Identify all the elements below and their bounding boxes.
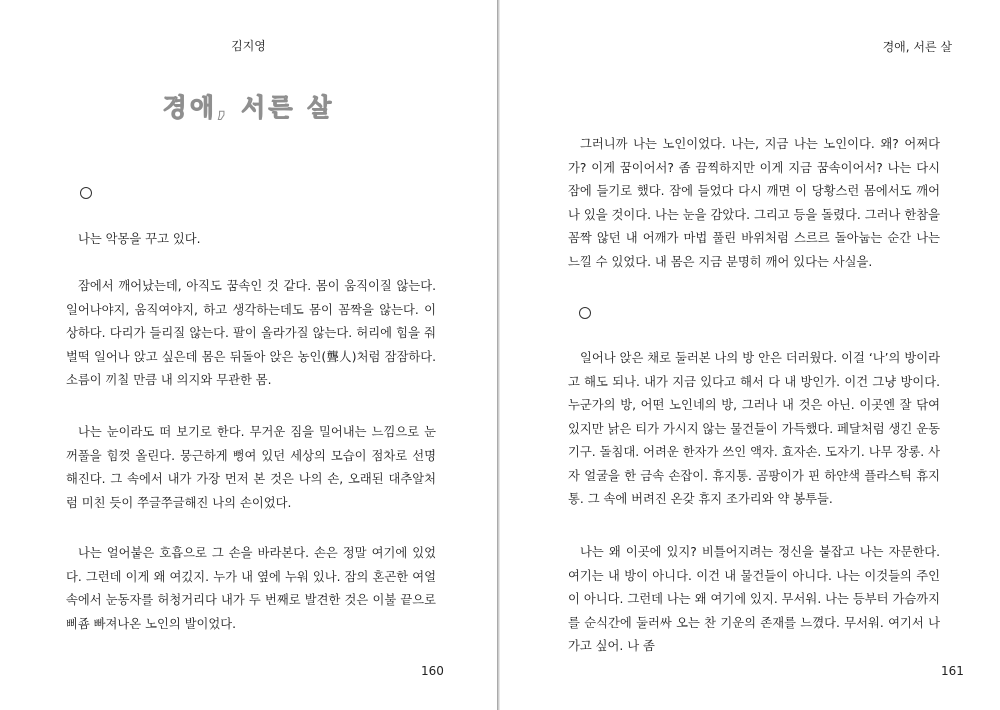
paragraph: 그러니까 나는 노인이었다. 나는, 지금 나는 노인이다. 왜? 어쩌다가? 이게 꿈이어서? 좀 끔찍하지만 이게 지금 꿈속이어서? 나는 다시 잠에 들기로 했다. 잠에 들었다 다시 깨면 이 당황스런 몸에서도 깨어나 있을 것이다. 나는 눈을 감았다. 그리고 등을 돌렸다. 그러나 한참을 꼼짝 않던 내 어깨가 마법 풀린 바위처럼 스르르 돌아눕는 순간 나는 느낄 수 있었다. 내 몸은 지금 분명히 깨어 있다는 사실을. [568, 137, 940, 269]
page-number: 160 [421, 664, 444, 678]
paragraph: 잠에서 깨어났는데, 아직도 꿈속인 것 같다. 몸이 움직이질 않는다. 일어나야지, 움직여야지, 하고 생각하는데도 몸이 꼼짝을 않는다. 이상하다. 다리가 들리질 않는다. 팔이 올라가질 않는다. 허리에 힘을 줘 벌떡 일어나 앉고 싶은데 몸은 뒤돌아 앉은 농인(聾人)처럼 잠잠하다. 소름이 끼칠 만큼 내 의지와 무관한 몸. [66, 279, 436, 387]
paragraph: 나는 눈이라도 떠 보기로 한다. 무거운 짐을 밀어내는 느낌으로 눈꺼풀을 힘껏 올린다. 뭉근하게 뻥여 있던 세상의 모습이 점차로 선명해진다. 그 속에서 내가 가장 먼저 본 것은 나의 손, 오래된 대추알처럼 미친 듯이 쭈글쭈글해진 나의 손이었다. [66, 425, 436, 510]
paragraph: 나는 왜 이곳에 있지? 비틀어지려는 정신을 붙잡고 나는 자문한다. 여기는 내 방이 아니다. 이건 내 물건들이 아니다. 나는 이것들의 주인이 아니다. 그런데 나는 왜 여기에 있지. 무서워. 나는 등부터 가슴까지를 순식간에 둘러싸 오는 찬 기운의 존재를 느꼈다. 무서워. 여기서 나가고 싶어. 나 좀 [568, 545, 940, 653]
paragraph: 나는 악몽을 꾸고 있다. [78, 232, 201, 246]
section-break-circle-icon [579, 307, 591, 319]
page-number: 161 [941, 664, 964, 678]
paragraph: 나는 얼어붙은 호흡으로 그 손을 바라본다. 손은 정말 여기에 있었다. 그런데 이게 왜 여깄지. 누가 내 옆에 누워 있나. 잠의 혼곤한 여얼 속에서 눈동자를 허청거리다 내가 두 번째로 발견한 것은 이불 끝으로 삐죰 빠져나온 노인의 발이었다. [66, 546, 436, 631]
paragraph: 일어나 앉은 채로 둘러본 나의 방 안은 더러웠다. 이걸 ‘나’의 방이라고 해도 되나. 내가 지금 있다고 해서 다 내 방인가. 이건 그냥 방이다. 누군가의 방, 어떤 노인네의 방, 그러나 내 것은 아닌. 이곳엔 잘 닦여 있지만 낡은 티가 가시지 않는 물건들이 가득했다. 페달처럼 생긴 운동기구. 돌침대. 어려운 한자가 쓰인 액자. 효자손. 도자기. 나무 장롱. 사자 얼굴을 한 금속 손잡이. 휴지통. 곰팡이가 핀 하얀색 플라스틱 휴지통. 그 속에 버려진 온갖 휴지 조가리와 약 봉투들. [568, 351, 940, 506]
chapter-title: 경애, 서른 살 [162, 93, 335, 122]
left-page [0, 0, 497, 710]
running-head-title: 경애, 서른 살 [882, 40, 952, 54]
section-break-circle-icon [80, 187, 92, 199]
right-page [500, 0, 1000, 710]
running-head-author: 김지영 [231, 39, 266, 53]
